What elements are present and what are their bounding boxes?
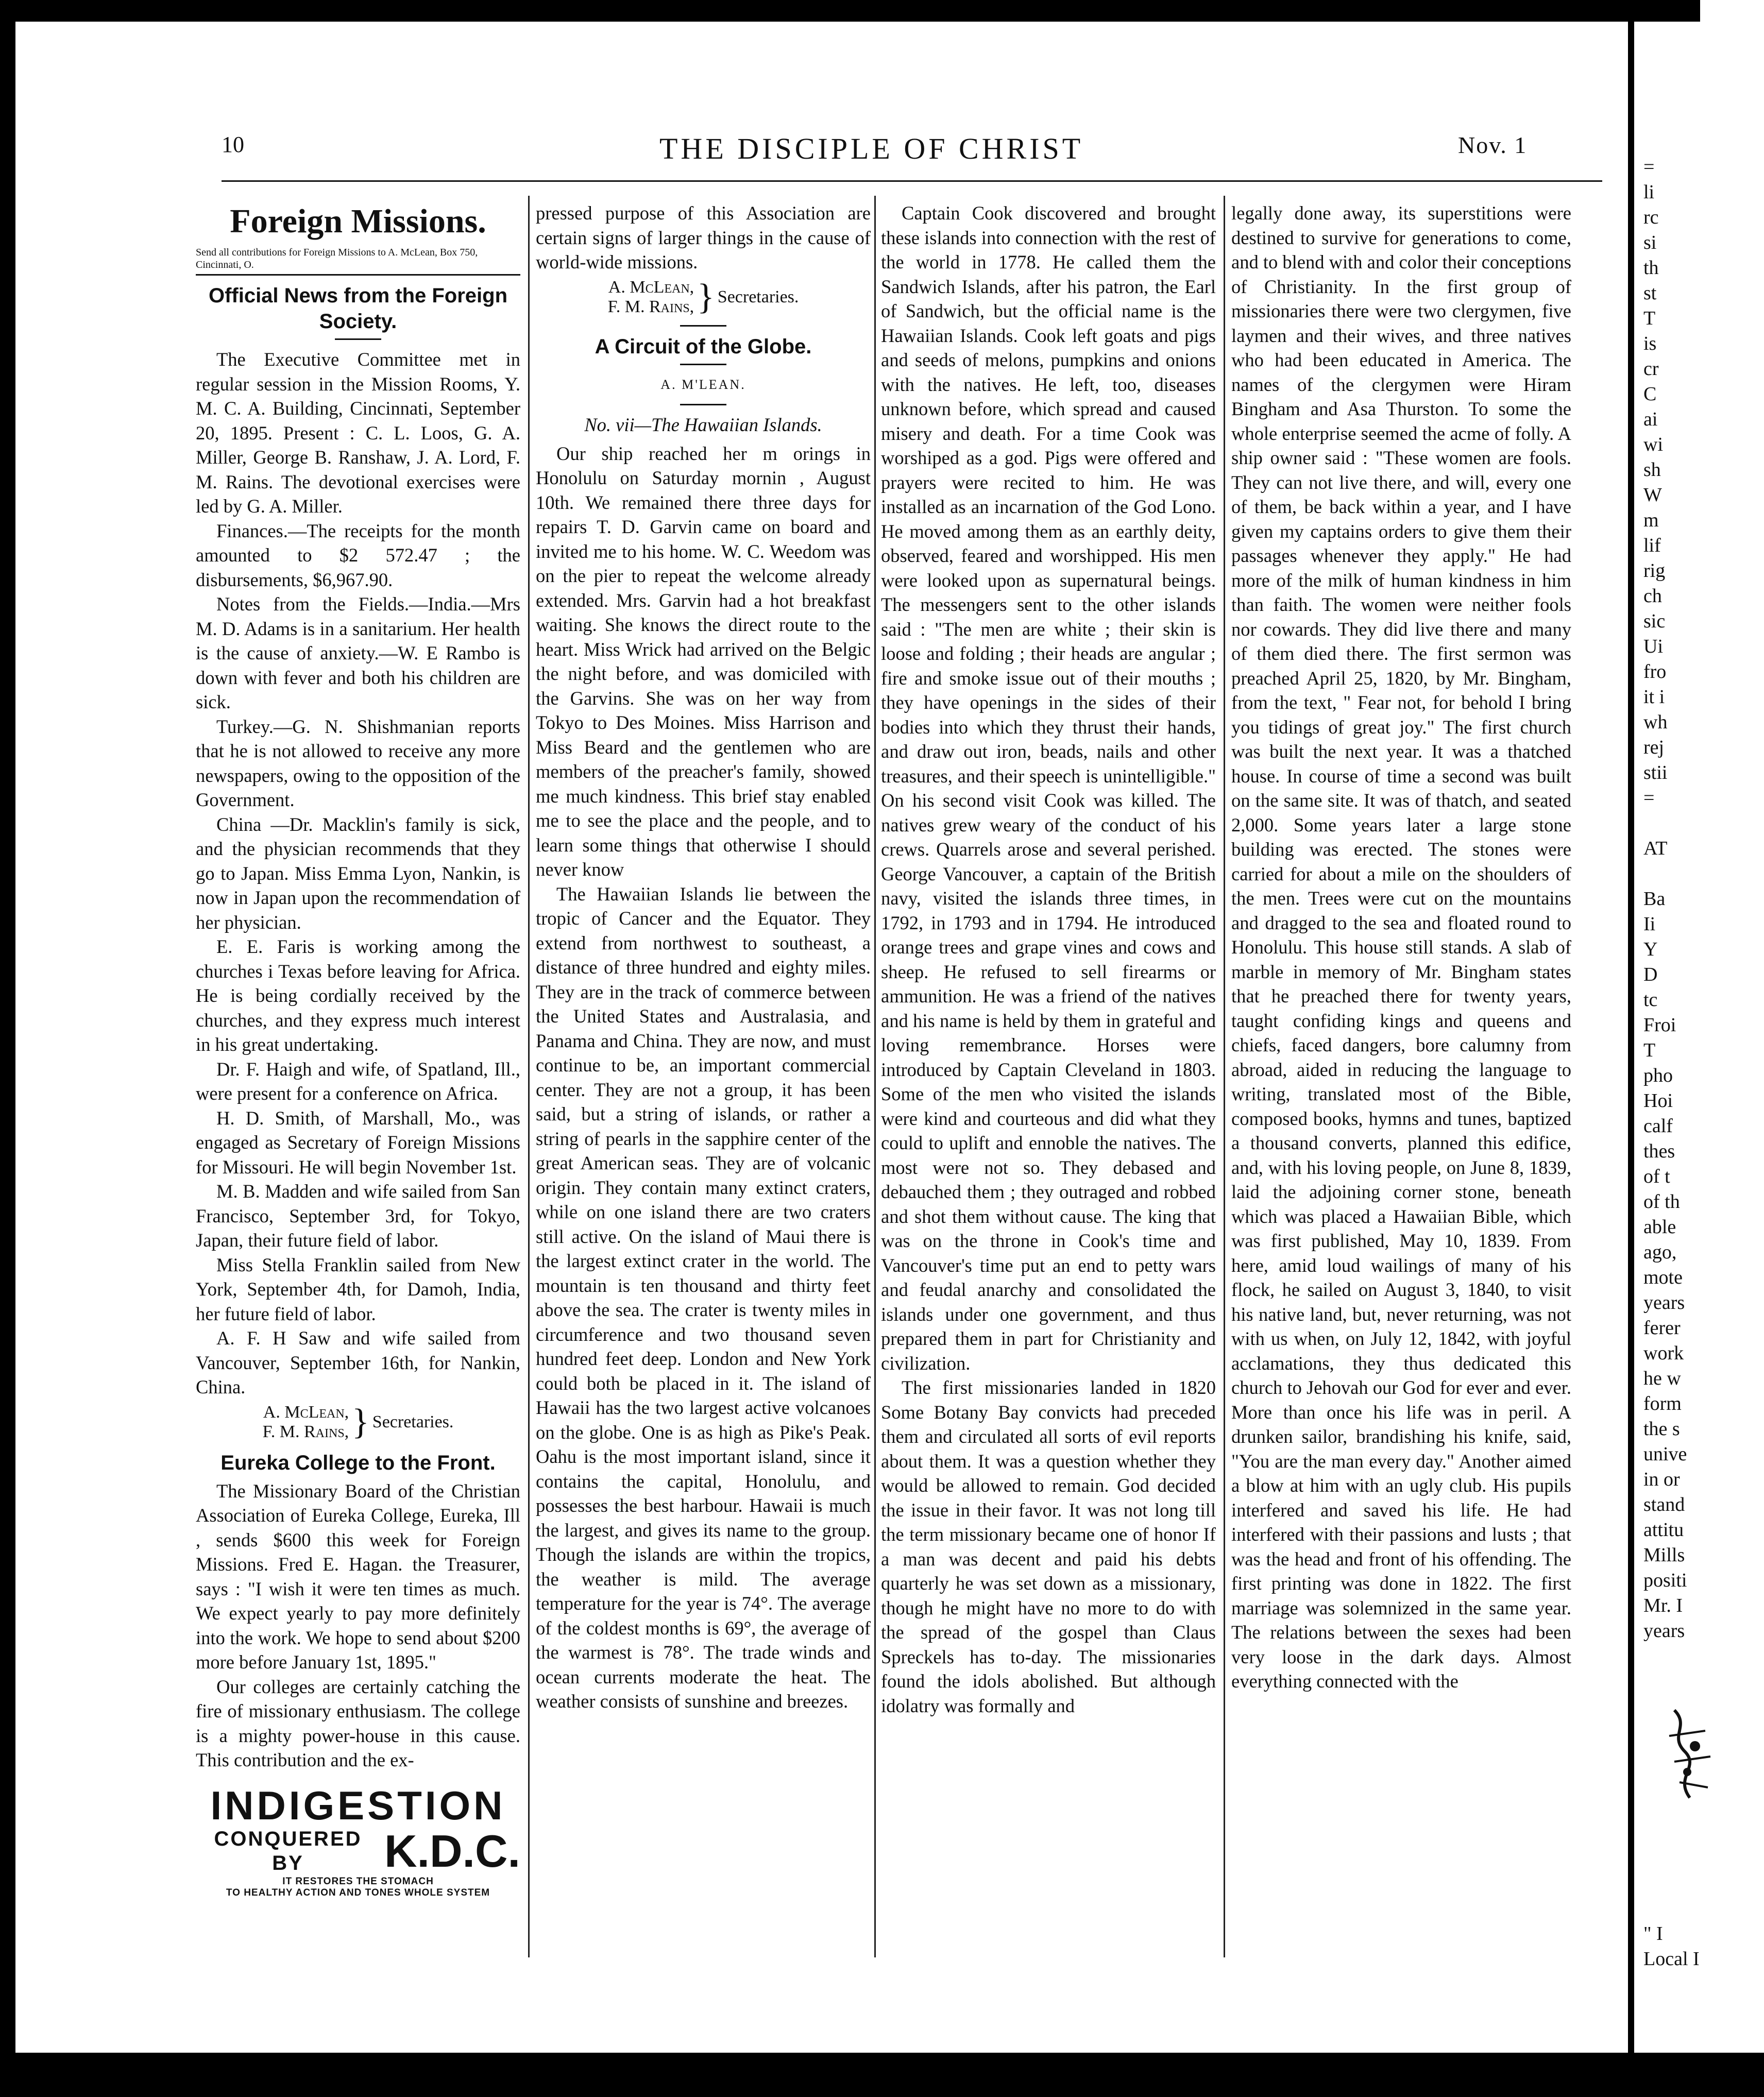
column-divider [528, 196, 530, 1957]
signature-name: F. M. Rains, [607, 297, 694, 316]
fragment-line [1643, 1644, 1757, 1669]
ad-tagline: CONQUERED BY [214, 1827, 362, 1874]
fragment-line: C [1643, 383, 1657, 405]
fragment-line: Y [1643, 939, 1658, 960]
adjacent-page-fragments [1643, 155, 1757, 1972]
advertisement [196, 1784, 520, 1899]
fragment-line: Froi [1643, 1014, 1676, 1036]
fragment-line: lif [1643, 535, 1661, 556]
department-note: Send all contributions for Foreign Missions to A. McLean, Box 750, Cincinnati, O. [196, 246, 520, 276]
header-rule [222, 180, 1602, 182]
fragment-line: tc [1643, 989, 1658, 1011]
paragraph: The Missionary Board of the Christian Association of Eureka College, Eureka, Ill , sends $600 this week for Foreign Missions. Fred E. Hagan. the Treasurer, says : "I wish it were ten times as much. We expect yearly to pay more definitely into the work. We hope to send about $200 more before January 1st, 1895." [196, 1480, 520, 1673]
fragment-line: the s [1643, 1418, 1680, 1440]
scan-left-border [0, 0, 15, 2097]
fragment-line: wi [1643, 434, 1663, 455]
fragment-line: mote [1643, 1267, 1683, 1288]
paragraph: Turkey.—G. N. Shishmanian reports that he is not allowed to receive any more newspapers, owing to the opposition of the Government. [196, 715, 520, 810]
ad-brand: K.D.C. [384, 1826, 520, 1877]
ad-headline: INDIGESTION [210, 1782, 506, 1828]
byline-rule [680, 404, 726, 405]
fragment-line: fro [1643, 661, 1667, 683]
running-title: THE DISCIPLE OF CHRIST [659, 132, 1084, 165]
signature-name: A. McLean, [608, 277, 694, 297]
signature-block [536, 278, 871, 317]
page-number: 10 [222, 132, 244, 157]
fragment-line: st [1643, 282, 1657, 304]
article-title: Eureka College to the Front. [220, 1451, 496, 1474]
fragment-line: of th [1643, 1191, 1680, 1213]
fragment-line: he w [1643, 1368, 1681, 1389]
article-title: Official News from the Foreign Society. [208, 284, 508, 333]
fragment-line: rig [1643, 560, 1666, 582]
fragment-line: ago, [1643, 1241, 1677, 1263]
title-rule [335, 338, 381, 340]
fragment-line [1643, 1846, 1757, 1871]
column-3 [881, 201, 1216, 1718]
fragment-line [1643, 1896, 1757, 1921]
paragraph: Our ship reached her m orings in Honolulu on Saturday mornin , August 10th. We remained there three days for repairs T. D. Garvin came on board and invited me to his home. W. C. Weedom was on the pier to repeat the welcome already extended. Mrs. Garvin had a hot breakfast waiting. She knows the direct route to the heart. Miss Wrick had arrived on the Belgic the night before, and was domiciled with the Garvins. She was on her way from Tokyo to Des Moines. Miss Harrison and Miss Beard and the gentlemen who are members of the preacher's family, showed me much kindness. This brief stay enabled me to see the place and the people, and to learn some things that otherwise I should never know [536, 442, 871, 880]
fragment-line: work [1643, 1342, 1684, 1364]
signature-name: A. McLean, [263, 1402, 349, 1422]
column-4 [1231, 201, 1571, 1694]
fragment-line: li [1643, 181, 1655, 203]
fragment-line: = [1643, 156, 1655, 178]
fragment-line: Mr. I [1643, 1595, 1683, 1616]
fragment-line: W [1643, 484, 1662, 506]
paragraph: The first missionaries landed in 1820 Some Botany Bay convicts had preceded them and circulated all sorts of evil reports about them. It was a question whether they would be allowed to remain. God decided the issue in their favor. It was not long till the term missionary became one of honor If a man was decent and paid his debts quarterly he was set down as a missionary, though he might have no more to do with the spread of the gospel than Claus Spreckels has to-day. The missionaries found the idols abolished. But although idolatry was formally and [881, 1377, 1216, 1716]
fragment-line: positi [1643, 1570, 1687, 1591]
fragment-line [1643, 1669, 1757, 1694]
fragment-line: cr [1643, 358, 1659, 380]
column-1 [196, 201, 520, 1899]
ad-fine-print: IT RESTORES THE STOMACH [282, 1876, 434, 1887]
fragment-line: sh [1643, 459, 1661, 481]
fragment-line: stii [1643, 762, 1668, 783]
paragraph: A. F. H Saw and wife sailed from Vancouver, September 16th, for Nankin, China. [196, 1327, 520, 1397]
binding-edge [1628, 15, 1634, 2055]
fragment-line: is [1643, 333, 1657, 354]
fragment-line: Local I [1643, 1948, 1700, 1970]
fragment-line: AT [1643, 838, 1668, 859]
department-title: Foreign Missions. [230, 202, 486, 240]
fragment-line: Hoi [1643, 1090, 1673, 1112]
title-rule [680, 364, 726, 365]
paragraph: M. B. Madden and wife sailed from San Francisco, September 3rd, for Tokyo, Japan, their future field of labor. [196, 1181, 520, 1251]
fragment-line: years [1643, 1292, 1685, 1314]
fragment-line [1643, 811, 1757, 836]
paragraph: E. E. Faris is working among the churches i Texas before leaving for Africa. He is being cordially received by the churches, and they express much interest in his great undertaking. [196, 936, 520, 1055]
issue-date: Nov. 1 [1458, 132, 1528, 158]
fragment-line [1643, 861, 1757, 886]
paragraph: Dr. F. Haigh and wife, of Spatland, Ill., were present for a conference on Africa. [196, 1058, 520, 1104]
scan-top-border [0, 0, 1700, 22]
paragraph: Captain Cook discovered and brought these islands into connection with the rest of the world in 1778. He called them the Sandwich Islands, after his patron, the Earl of Sandwich, but the official name is the Hawaiian Islands. Cook left goats and pigs and seeds of melons, pumpkins and onions with the natives. He left, too, diseases unknown before, which spread and caused misery and death. For a time Cook was worshiped as a god. Pigs were offered and prayers were recited to him. He was installed as an incarnation of the God Lono. He moved among them as an earthly deity, observed, feared and worshipped. His men were looked upon as supernatural beings. The messengers sent to the other islands said : "The men are white ; their skin is loose and folding ; their heads are angular ; fire and smoke issue out of their mouths ; they have openings in the sides of their bodies into which they thrust their hands, and draw out iron, beads, nails and other treasures, and their speech is unintelligible." On his second visit Cook was killed. The natives grew weary of the conduct of his crews. Quarrels arose and several perished. George Vancouver, a captain of the British navy, visited the islands three times, in 1792, in 1793 and in 1794. He introduced orange trees and grape vines and cows and sheep. He refused to sell firearms or ammunition. He was a friend of the natives and his name is held by them in grateful and loving remembrance. Horses were introduced by Captain Cleveland in 1803. Some of the men who visited the islands were kind and courteous and did what they could to uplift and ennoble the natives. The most were not so. They debased and debauched them ; they outraged and robbed and shot them without cause. The king that was on the throne in Cook's time and Vancouver's time put an end to petty wars and feudal anarchy and consolidated the islands under one government, and thus prepared them in part for Christianity and civilization. [881, 202, 1216, 1374]
column-2 [536, 201, 871, 1714]
fragment-line: in or [1643, 1469, 1680, 1490]
signature-block [196, 1403, 520, 1442]
section-rule [680, 325, 726, 327]
signature-role: Secretaries. [717, 287, 799, 306]
ad-fine-print: TO HEALTHY ACTION AND TONES WHOLE SYSTEM [226, 1887, 490, 1898]
fragment-line: ch [1643, 585, 1662, 607]
paragraph: Miss Stella Franklin sailed from New York, September 4th, for Damoh, India, her future field of labor. [196, 1254, 520, 1324]
fragment-line: ferer [1643, 1317, 1681, 1339]
fragment-line: calf [1643, 1115, 1673, 1137]
fragment-line: pho [1643, 1065, 1673, 1086]
fragment-line: wh [1643, 711, 1668, 733]
fragment-line: rej [1643, 737, 1665, 758]
fragment-line: attitu [1643, 1519, 1684, 1541]
paragraph: Our colleges are certainly catching the fire of missionary enthusiasm. The college is a mighty power-house in this cause. This contribution and the ex- [196, 1676, 520, 1770]
fragment-line: thes [1643, 1140, 1675, 1162]
fragment-line: it i [1643, 686, 1665, 708]
column-divider [874, 196, 876, 1957]
fragment-line: T [1643, 1039, 1656, 1061]
fragment-line: " I [1643, 1923, 1663, 1945]
brace-glyph: } [697, 277, 715, 317]
paragraph: Finances.—The receipts for the month amounted to $2 572.47 ; the disbursements, $6,967.90. [196, 520, 520, 590]
column-divider [1224, 196, 1225, 1957]
brace-glyph: } [352, 1402, 369, 1442]
signature-name: F. M. Rains, [262, 1422, 349, 1441]
fragment-line: si [1643, 232, 1657, 253]
fragment-line: unive [1643, 1443, 1687, 1465]
scan-bottom-border [0, 2053, 1764, 2097]
fragment-line: stand [1643, 1494, 1685, 1515]
paragraph: The Hawaiian Islands lie between the tropic of Cancer and the Equator. They extend from northwest to southeast, a distance of three hundred and eighty miles. They are in the track of commerce between the United States and Australasia, and Panama and China. They are now, and must continue to be, an important commercial center. They are not a group, it has been said, but a string of islands, or rather a string of pearls in the sapphire center of the great American seas. They are of volcanic origin. They contain many extinct craters, while on one island there are two craters still active. On the island of Maui there is the largest extinct crater in the world. The mountain is ten thousand and thirty feet above the sea. The crater is twenty miles in circumference and two thousand seven hundred feet deep. London and New York could both be placed in it. The island of Hawaii has the two largest active volcanoes on the globe. One is as high as Pike's Peak. Oahu is the most important island, since it contains the capital, Honolulu, and possesses the best harbour. Hawaii is much the largest, and gives its name to the group. Though the islands are within the tropics, the weather is mild. The average temperature for the year is 74°. The average of the coldest months is 69°, the average of the warmest is 78°. The trade winds and ocean currents moderate the heat. The weather consists of sunshine and breezes. [536, 883, 871, 1712]
fragment-line: rc [1643, 207, 1659, 228]
paragraph: pressed purpose of this Association are certain signs of larger things in the cause of world-wide missions. [536, 202, 871, 272]
fragment-line: Ii [1643, 913, 1656, 935]
paragraph: China —Dr. Macklin's family is sick, and the physician recommends that they go to Japan. Miss Emma Lyon, Nankin, is now in Japan upon the recommendation of her physician. [196, 813, 520, 933]
fragment-line: = [1643, 787, 1655, 809]
fragment-line [1643, 1820, 1757, 1846]
fragment-line: years [1643, 1620, 1685, 1642]
page-header [222, 131, 1571, 178]
article-subtitle: No. vii—The Hawaiian Islands. [584, 414, 822, 435]
paragraph: Notes from the Fields.—India.—Mrs M. D. Adams is in a sanitarium. Her health is the cause of anxiety.—W. E Rambo is down with fever and both his children are sick. [196, 593, 520, 712]
fragment-line: Ba [1643, 888, 1666, 910]
paragraph: legally done away, its superstitions were destined to survive for generations to come, and to blend with and color their conceptions of Christianity. In the first group of missionaries there were two clergymen, five laymen and their wives, and three natives who had been educated in America. The names of the clergymen were Hiram Bingham and Asa Thurston. To some the whole enterprise seemed the acme of folly. A ship owner said : "These women are fools. They can not live there, and will, every one of them, be back within a year, and I have given my captains orders to give them their passages whenever they apply." He had more of the milk of human kindness in him than faith. The women were neither fools nor cowards. They did live there and many of them died there. The first sermon was preached April 25, 1820, by Mr. Bingham, from the text, " Fear not, for behold I bring you tidings of great joy." The first church was built the next year. It was a thatched house. In course of time a second was built on the same site. It was of thatch, and seated 2,000. Some years later a large stone building was erected. The stones were carried for about a mile on the shoulders of the men. Trees were cut on the mountains and dragged to the sea and floated round to Honolulu. This house still stands. A slab of marble in memory of Mr. Bingham states that he preached there for twenty years, taught confiding kings and queens and chiefs, faced dangers, bore calumny from abroad, aided in reducing the language to writing, translated most of the Bible, composed books, hymns and tunes, baptized a thousand converts, planned this edifice, and, with his loving people, on June 8, 1839, laid the adjoining corner stone, beneath which was placed a Hawaiian Bible, which was first published, May 10, 1839. From here, amid loud wailings of many of his flock, he sailed on August 3, 1840, to visit his native land, but, never returning, was not with us when, on July 12, 1842, with joyful acclamations, they thus dedicated this church to Jehovah our God for ever and ever. More than once his life was in peril. A drunken sailor, brandishing his knife, said, "You are the man every day." Another aimed a blow at him with an ugly club. His pupils interfered and saved his life. He had interfered with their passions and lusts ; that was the head and front of his offending. The first printing was done in 1822. The first marriage was solemnized in the same year. The relations between the sexes had been very loose in the dark days. Almost everything connected with the [1231, 202, 1571, 1692]
fragment-line [1643, 1871, 1757, 1896]
fragment-line: able [1643, 1216, 1676, 1238]
printer-ornament-icon [1659, 1705, 1726, 1808]
fragment-line: m [1643, 509, 1659, 531]
paragraph: H. D. Smith, of Marshall, Mo., was engaged as Secretary of Foreign Missions for Missouri. He will begin November 1st. [196, 1107, 520, 1178]
fragment-line: Ui [1643, 636, 1663, 657]
fragment-line: ai [1643, 408, 1658, 430]
article-title: A Circuit of the Globe. [595, 335, 812, 358]
byline: A. M'LEAN. [660, 377, 746, 392]
signature-role: Secretaries. [372, 1412, 454, 1431]
fragment-line: D [1643, 964, 1658, 985]
fragment-line: of t [1643, 1166, 1670, 1187]
fragment-line: form [1643, 1393, 1682, 1414]
fragment-line: Mills [1643, 1544, 1685, 1566]
fragment-line: sic [1643, 610, 1666, 632]
fragment-line: th [1643, 257, 1659, 279]
fragment-line: T [1643, 308, 1656, 329]
paragraph: The Executive Committee met in regular session in the Mission Rooms, Y. M. C. A. Building, Cincinnati, September 20, 1895. Present : C. L. Loos, G. A. Miller, George B. Ranshaw, J. A. Lord, F. M. Rains. The devotional exercises were led by G. A. Miller. [196, 349, 520, 517]
